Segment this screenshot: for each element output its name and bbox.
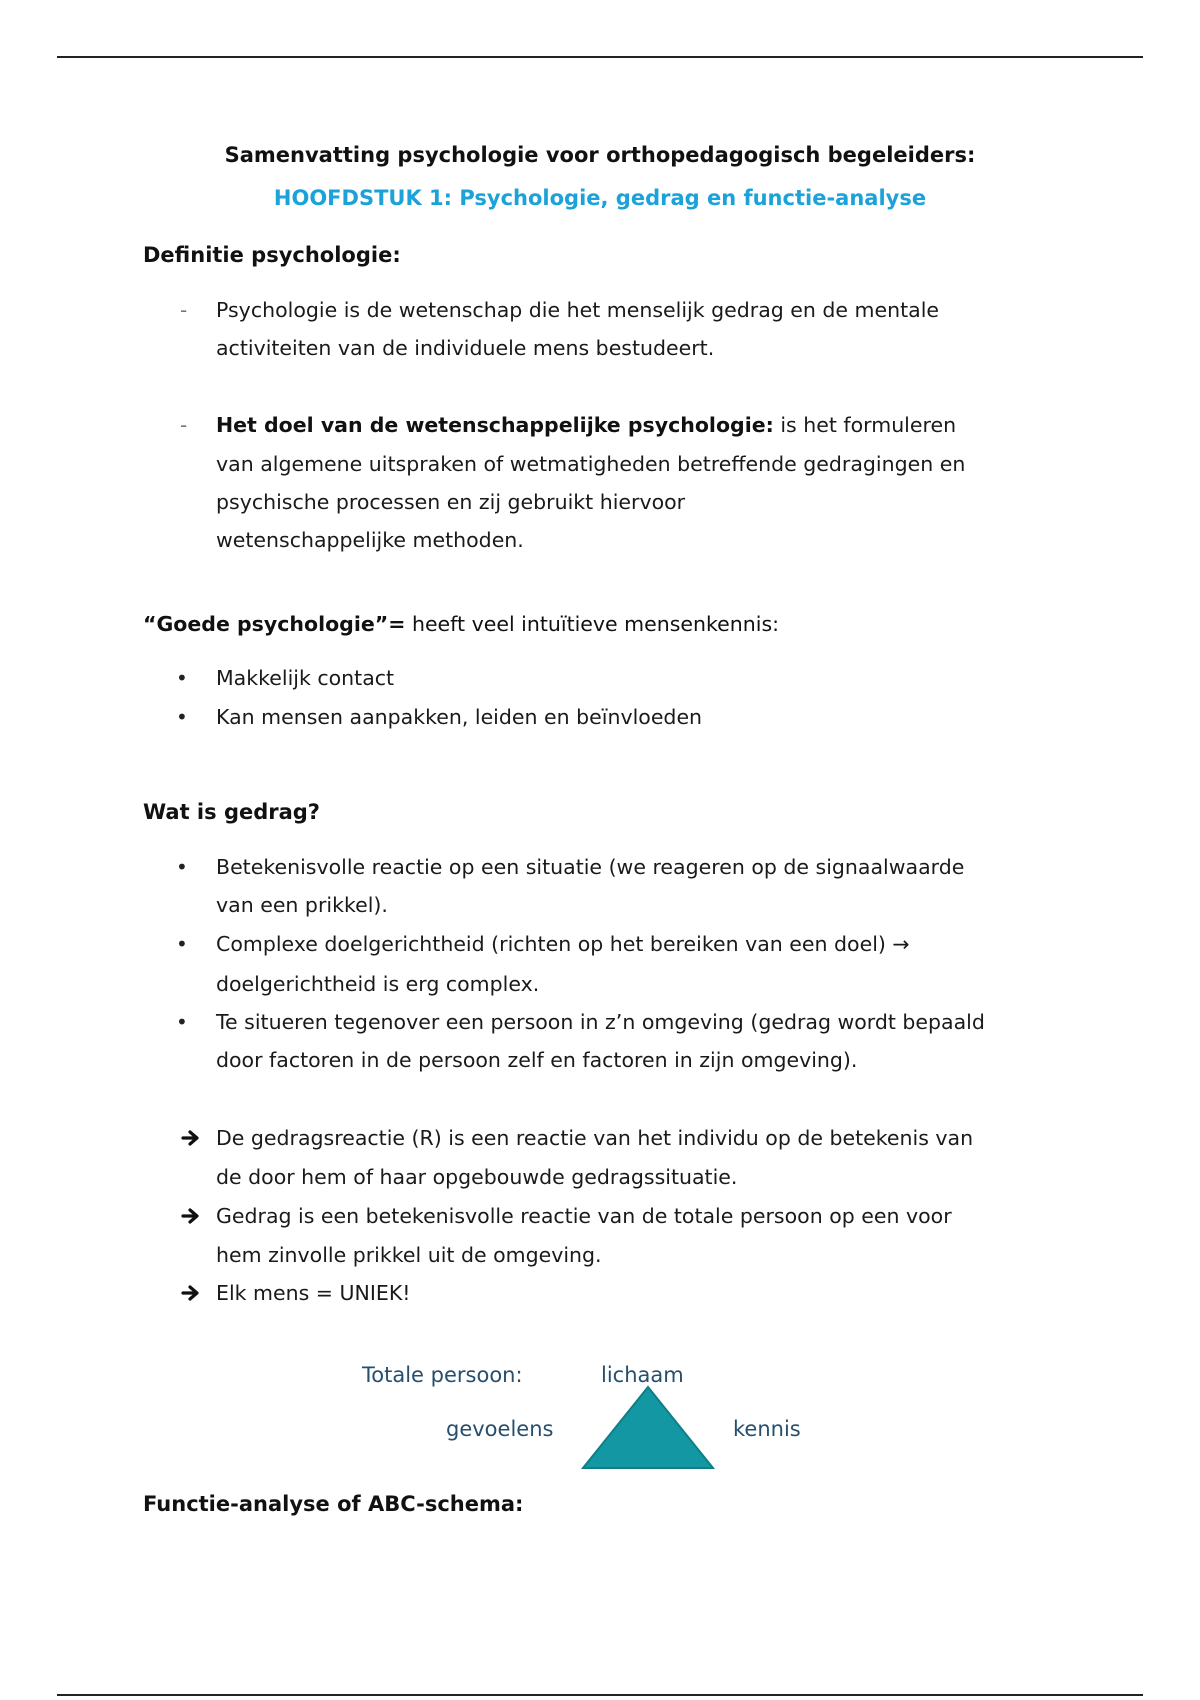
gedrag-bullet1-line1: Betekenisvolle reactie op een situatie (we reageren op de signaalwaarde <box>216 855 965 879</box>
definitie-item1-line2: activiteiten van de individuele mens bestudeert. <box>216 336 715 360</box>
gedrag-bullet3-line1: Te situeren tegenover een persoon in z’n omgeving (gedrag wordt bepaald <box>216 1010 985 1034</box>
goede-bullet-1: Makkelijk contact <box>216 666 395 690</box>
bullet-icon: • <box>176 666 188 690</box>
gedrag-bullet1-line2: van een prikkel). <box>216 893 388 917</box>
doel-rest: is het formuleren <box>773 413 957 437</box>
bullet-icon: • <box>176 705 188 729</box>
functie-heading: Functie-analyse of ABC-schema: <box>143 1492 524 1516</box>
bottom-rule <box>57 1694 1143 1696</box>
dash-marker: - <box>180 413 188 437</box>
goede-rest: heeft veel intuïtieve mensenkennis: <box>405 612 780 636</box>
gedrag-arrow2-line1: Gedrag is een betekenisvolle reactie van de totale persoon op een voor <box>216 1204 952 1228</box>
chapter-heading: HOOFDSTUK 1: Psychologie, gedrag en functie-analyse <box>273 186 927 210</box>
definitie-item1-line1: Psychologie is de wetenschap die het menselijk gedrag en de mentale <box>216 298 940 322</box>
arrow-right-icon <box>180 1206 202 1226</box>
gedrag-arrow3: Elk mens = UNIEK! <box>216 1281 411 1305</box>
triangle-shape <box>583 1387 713 1468</box>
lichaam-label: lichaam <box>601 1363 684 1387</box>
definitie-heading: Definitie psychologie: <box>143 243 401 267</box>
gedrag-heading: Wat is gedrag? <box>143 800 320 824</box>
top-rule <box>57 56 1143 58</box>
gedrag-bullet2-line2: doelgerichtheid is erg complex. <box>216 972 540 996</box>
dash-marker: - <box>180 298 188 322</box>
arrow-right-icon <box>180 1283 202 1303</box>
bullet-icon: • <box>176 855 188 879</box>
bullet-icon: • <box>176 932 188 956</box>
goede-bullet-2: Kan mensen aanpakken, leiden en beïnvloeden <box>216 705 703 729</box>
kennis-label: kennis <box>733 1417 801 1441</box>
definitie-item2-line4: wetenschappelijke methoden. <box>216 528 524 552</box>
totale-persoon-label: Totale persoon: <box>362 1363 523 1387</box>
doel-bold: Het doel van de wetenschappelijke psychologie: <box>216 413 774 437</box>
bullet-icon: • <box>176 1010 188 1034</box>
definitie-item2-line1 <box>216 413 956 437</box>
gedrag-arrow1-line2: de door hem of haar opgebouwde gedragssituatie. <box>216 1165 738 1189</box>
arrow-right-icon <box>180 1128 202 1148</box>
document-title: Samenvatting psychologie voor orthopedagogisch begeleiders: <box>224 143 976 167</box>
gedrag-arrow1-line1: De gedragsreactie (R) is een reactie van het individu op de betekenis van <box>216 1126 974 1150</box>
person-triangle <box>580 1384 716 1470</box>
goede-bold: “Goede psychologie”= <box>143 612 406 636</box>
gedrag-arrow2-line2: hem zinvolle prikkel uit de omgeving. <box>216 1243 602 1267</box>
gedrag-bullet2-line1: Complexe doelgerichtheid (richten op het bereiken van een doel) → <box>216 932 910 956</box>
definitie-item2-line3: psychische processen en zij gebruikt hiervoor <box>216 490 686 514</box>
definitie-item2-line2: van algemene uitspraken of wetmatigheden betreffende gedragingen en <box>216 452 966 476</box>
gedrag-bullet3-line2: door factoren in de persoon zelf en factoren in zijn omgeving). <box>216 1048 858 1072</box>
gevoelens-label: gevoelens <box>446 1417 554 1441</box>
goede-psychologie-line <box>143 612 779 636</box>
